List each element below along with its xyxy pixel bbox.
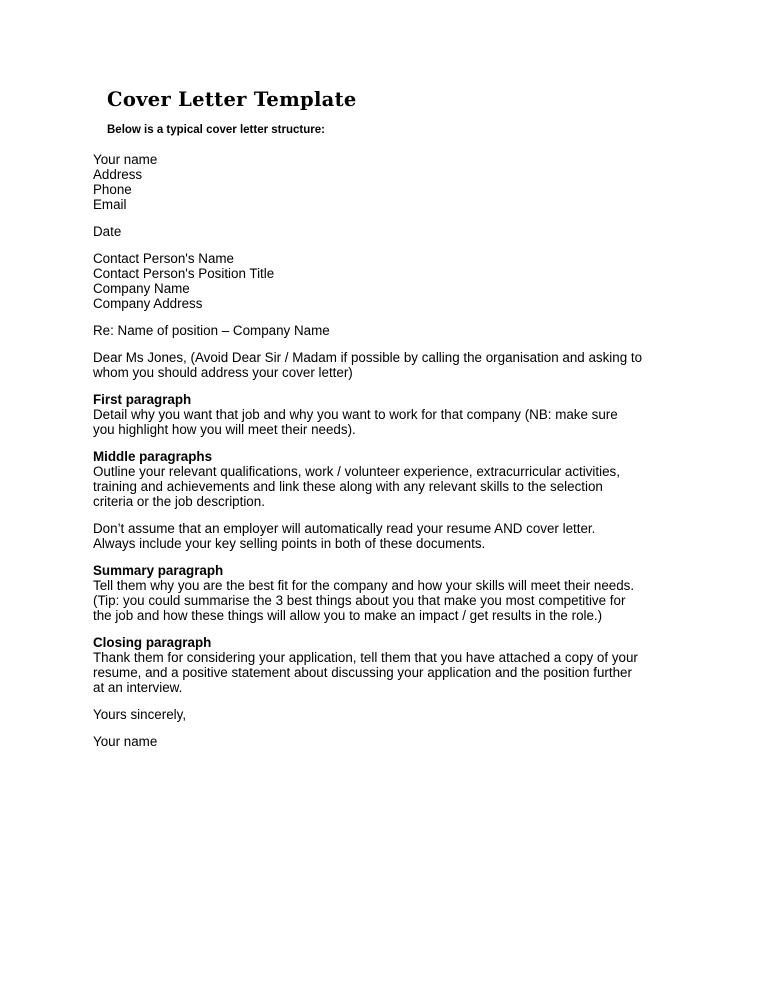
- paragraph-line: Outline your relevant qualifications, work / volunteer experience, extracurricular activities,: [93, 464, 620, 479]
- document-subtitle: Below is a typical cover letter structure:: [107, 124, 325, 136]
- sender-address: Address: [93, 167, 143, 182]
- recipient-company-address: Company Address: [93, 296, 203, 311]
- spacer: [93, 239, 693, 251]
- spacer: [93, 437, 693, 449]
- first-paragraph-section: [93, 392, 693, 437]
- spacer: [93, 338, 693, 350]
- spacer: [93, 311, 693, 323]
- spacer: [93, 695, 693, 707]
- paragraph-line: at an interview.: [93, 680, 183, 695]
- summary-paragraph-heading: Summary paragraph: [93, 563, 224, 578]
- spacer: [93, 212, 693, 224]
- middle-paragraphs-section: [93, 449, 693, 509]
- recipient-company-name: Company Name: [93, 281, 190, 296]
- paragraph-line: (Tip: you could summarise the 3 best things about you that make you most competitive for: [93, 593, 626, 608]
- signature-name: Your name: [93, 734, 158, 749]
- paragraph-line: Detail why you want that job and why you want to work for that company (NB: make sure: [93, 407, 618, 422]
- spacer: [93, 551, 693, 563]
- paragraph-line: Don’t assume that an employer will automatically read your resume AND cover letter.: [93, 521, 596, 536]
- spacer: [93, 722, 693, 734]
- closing-paragraph-section: [93, 635, 693, 695]
- paragraph-line: the job and how these things will allow you to make an impact / get results in the role.): [93, 608, 603, 623]
- sender-name: Your name: [93, 152, 158, 167]
- sender-block: [93, 152, 693, 212]
- paragraph-line: Always include your key selling points in both of these documents.: [93, 536, 486, 551]
- sender-phone: Phone: [93, 182, 132, 197]
- assume-paragraph-section: [93, 521, 693, 551]
- sign-off: Yours sincerely,: [93, 707, 187, 722]
- spacer: [93, 380, 693, 392]
- spacer: [93, 623, 693, 635]
- sender-email: Email: [93, 197, 127, 212]
- document-title: Cover Letter Template: [107, 88, 357, 111]
- first-paragraph-heading: First paragraph: [93, 392, 192, 407]
- recipient-position-title: Contact Person's Position Title: [93, 266, 275, 281]
- spacer: [93, 509, 693, 521]
- recipient-contact-name: Contact Person's Name: [93, 251, 234, 266]
- summary-paragraph-section: [93, 563, 693, 623]
- salutation-line: whom you should address your cover letter): [93, 365, 353, 380]
- closing-paragraph-heading: Closing paragraph: [93, 635, 212, 650]
- paragraph-line: Thank them for considering your application, tell them that you have attached a copy of your: [93, 650, 638, 665]
- letter-body: [93, 152, 693, 749]
- paragraph-line: you highlight how you will meet their needs).: [93, 422, 356, 437]
- salutation-block: [93, 350, 693, 380]
- paragraph-line: Tell them why you are the best fit for the company and how your skills will meet their needs.: [93, 578, 635, 593]
- middle-paragraphs-heading: Middle paragraphs: [93, 449, 213, 464]
- letter-date: Date: [93, 224, 122, 239]
- paragraph-line: resume, and a positive statement about discussing your application and the position further: [93, 665, 632, 680]
- re-line: Re: Name of position – Company Name: [93, 323, 330, 338]
- paragraph-line: training and achievements and link these along with any relevant skills to the selection: [93, 479, 603, 494]
- paragraph-line: criteria or the job description.: [93, 494, 265, 509]
- salutation-line: Dear Ms Jones, (Avoid Dear Sir / Madam if possible by calling the organisation and asking to: [93, 350, 643, 365]
- recipient-block: [93, 251, 693, 311]
